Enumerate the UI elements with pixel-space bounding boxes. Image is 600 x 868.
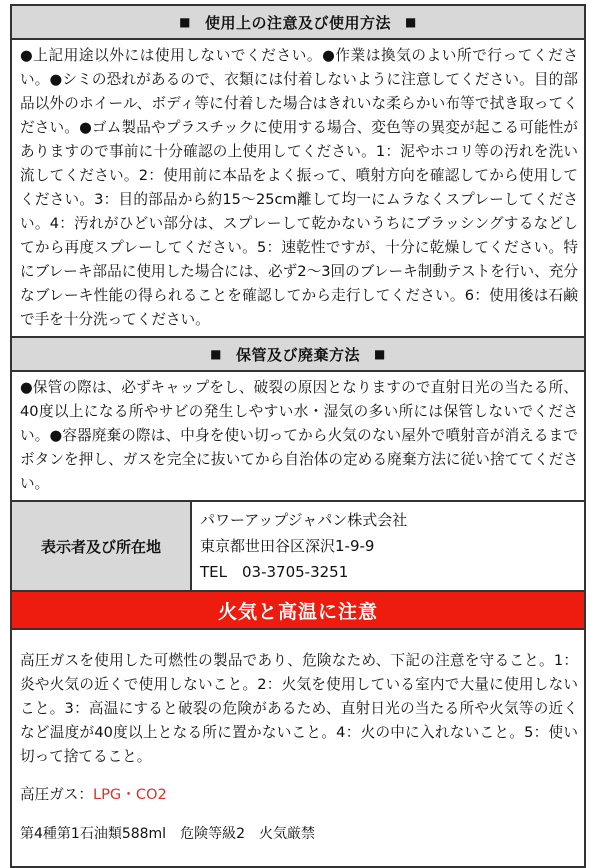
storage-header — [12, 338, 584, 372]
gas-label: 高圧ガス： — [20, 786, 93, 804]
company-name: パワーアップジャパン株式会社 — [200, 511, 408, 529]
square-marker-icon: ■ — [179, 15, 191, 29]
address-info — [191, 502, 584, 591]
address-table — [12, 502, 584, 592]
usage-body — [12, 40, 584, 338]
gas-line — [20, 783, 578, 807]
company-location: 東京都世田谷区深沢1-9-9 — [200, 537, 375, 555]
storage-body — [12, 372, 584, 502]
gas-value: LPG・CO2 — [92, 786, 167, 804]
usage-header — [12, 6, 584, 40]
fire-warning-banner: 火気と高温に注意 — [12, 592, 584, 630]
usage-header-title: 使用上の注意及び使用方法 — [204, 13, 391, 32]
square-marker-icon: ■ — [405, 15, 417, 29]
storage-text: ●保管の際は、必ずキャップをし、破裂の原因となりますので直射日光の当たる所、40度以上になる所やサビの発生しやすい水・湿気の多い所には保管しないでください。●容器廃棄の際は、中身を使い切ってから火気のない屋外で噴射音が消えるまでボタンを押し、ガスを完全に抜いてから自治体の定める廃棄方法に従い捨ててください。 — [20, 379, 578, 492]
classification-line: 第4種第1石油類588ml 危険等級2 火気厳禁 — [20, 825, 315, 842]
address-label: 表示者及び所在地 — [12, 502, 191, 591]
fire-warning-body — [12, 630, 584, 866]
caution-label-sheet — [10, 4, 586, 868]
company-tel: TEL 03-3705-3251 — [200, 563, 349, 581]
square-marker-icon: ■ — [374, 347, 386, 361]
square-marker-icon: ■ — [210, 347, 222, 361]
storage-header-title: 保管及び廃棄方法 — [235, 345, 360, 364]
usage-text: ●上記用途以外には使用しないでください。●作業は換気のよい所で行ってください。●シミの恐れがあるので、衣類には付着しないように注意してください。目的部品以外のホイール、ボディ等に付着した場合はきれいな柔らかい布等で拭き取ってください。●ゴム製品やプラスチックに使用する場合、変色等の異変が起こる可能性がありますので事前に十分確認の上使用してください。1：泥やホコリ等の汚れを洗い流してください。2：使用前に本品をよく振って、噴射方向を確認してから使用してください。3：目的部品から約15～25cm離して均一にムラなくスプレーしてください。4：汚れがひどい部分は、スプレーして乾かないうちにブラッシングするなどしてから再度スプレーしてください。5：速乾性ですが、十分に乾燥してください。特にブレーキ部品に使用した場合には、必ず2～3回のブレーキ制動テストを行い、充分なブレーキ性能の得られることを確認してから走行してください。6：使用後は石鹸で手を十分洗ってください。 — [20, 47, 578, 328]
fire-warning-text: 高圧ガスを使用した可燃性の製品であり、危険なため、下記の注意を守ること。1：炎や火気の近くで使用しないこと。2：火気を使用している室内で大量に使用しないこと。3：高温にすると破裂の危険があるため、直射日光の当たる所や火気等の近くなど温度が40度以上となる所に置かないこと。4：火の中に入れないこと。5：使い切って捨てること。 — [20, 651, 578, 765]
